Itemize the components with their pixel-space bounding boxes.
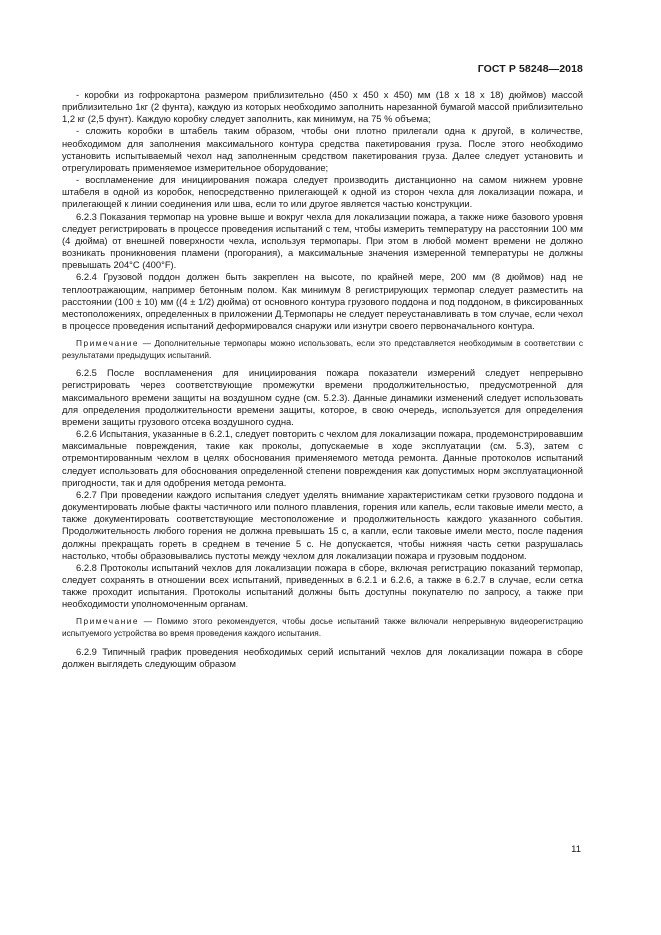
- page-number: 11: [571, 844, 581, 855]
- note-label: Примечание: [76, 616, 140, 627]
- note-text: — Дополнительные термопары можно использовать, если это представляется необходимым в соответствии с результатами предыдущих испытаний.: [62, 338, 583, 360]
- note: [62, 338, 583, 361]
- note: [62, 616, 583, 639]
- paragraph: - сложить коробки в штабель таким образом, чтобы они плотно прилегали одна к другой, в количестве, необходимом для заполнения максимального контура средства пакетирования груза. После этого необходимо установить испытываемый чехол над заполненным средством пакетирования груза. Далее следует установить и отрегулировать применяемое измерительное оборудование;: [62, 125, 583, 173]
- paragraph: - воспламенение для инициирования пожара следует производить дистанционно на самом нижнем уровне штабеля в одной из коробок, непосредственно прилегающей к одной из сторон чехла для локализации пожара, и прилегающей к линии соединения или шва, если то или другое является частью конструкции.: [62, 174, 583, 210]
- paragraph: 6.2.4 Грузовой поддон должен быть закреплен на высоте, по крайней мере, 200 мм (8 дюймов) над не теплоотражающим, например бетонным полом. Как минимум 8 регистрирующих термопар следует разместить на расстоянии (100 ± 10) мм ((4 ± 1/2) дюйма) от основного контура грузового поддона и под поддоном, в фиксированных местоположениях, определенных в приложении Д.Термопары не следует переустанавливать в том случае, если чехол в процессе проведения испытаний деформировался снаружи или изнутри своего первоначального контура.: [62, 271, 583, 331]
- paragraph: - коробки из гофрокартона размером приблизительно (450 x 450 x 450) мм (18 x 18 x 18) дюймов) массой приблизительно 1кг (2 фунта), каждую из которых необходимо заполнить нарезанной бумагой массой приблизительно 1,2 кг (2,5 фунт). Каждую коробку следует заполнить, как минимум, на 75 % объема;: [62, 89, 583, 125]
- paragraph: 6.2.7 При проведении каждого испытания следует уделять внимание характеристикам сетки грузового поддона и документировать любые факты частичного или полного плавления, горения или капель, если таковые имели место, а также документировать соответствующие местоположение и продолжительность каждого указанного события. Продолжительность любого горения не должна превышать 15 с, а капли, если таковые имели место, после падения должны прекращать гореть в среднем в течение 5 с. Не допускается, чтобы нижняя часть сетки разрушалась настолько, чтобы образовывались пустоты между чехлом для локализации пожара и грузовым поддоном.: [62, 488, 583, 561]
- paragraph: 6.2.6 Испытания, указанные в 6.2.1, следует повторить с чехлом для локализации пожара, продемонстрировавшим максимальные повреждения, такие как проколы, допускаемые в ходе эксплуатации (см. 5.3), затем с отремонтированным чехлом в целях обоснования применяемого метода ремонта. Данные протоколов испытаний следует использовать для обоснования определенной степени повреждения как допустимых норм эксплуатационной пригодности, так и для одобрения метода ремонта.: [62, 428, 583, 488]
- paragraph: 6.2.5 После воспламенения для инициирования пожара показатели измерений следует непрерывно регистрировать через соответствующие промежутки времени продолжительностью, предусмотренной для максимального времени защиты на воздушном судне (см. 5.2.3). Данные динамики изменений следует использовать для определения продолжительности времени защиты, которое, в свою очередь, используется для определения времени защиты грузового отсека воздушного судна.: [62, 367, 583, 427]
- paragraph: 6.2.3 Показания термопар на уровне выше и вокруг чехла для локализации пожара, а также ниже базового уровня следует регистрировать в процессе проведения испытаний с тем, чтобы измерить температуру на расстоянии 100 мм (4 дюйма) от внешней поверхности чехла, используя термопары. При этом в любой момент времени не должно возникать проникновения пламени (прогорания), а максимальные значения измеренной температуры не должны превышать 204°C (400°F).: [62, 210, 583, 271]
- body-text: [62, 89, 583, 670]
- paragraph: 6.2.8 Протоколы испытаний чехлов для локализации пожара в сборе, включая регистрацию показаний термопар, следует сохранять в отношении всех испытаний, приведенных в 6.2.1 и 6.2.6, а также в 6.2.7 в случае, если сетка также проходит испытания. Протоколы испытаний должны быть доступны покупателю по запросу, а также при необходимости уполномоченным органам.: [62, 561, 583, 610]
- paragraph: 6.2.9 Типичный график проведения необходимых серий испытаний чехлов для локализации пожара в сборе должен выглядеть следующим образом: [62, 645, 583, 669]
- document-code: ГОСТ Р 58248—2018: [477, 63, 583, 75]
- note-text: — Помимо этого рекомендуется, чтобы досье испытаний также включали непрерывную видеорегистрацию испытуемого устройства во время проведения каждого испытания.: [62, 616, 583, 639]
- note-label: Примечание: [76, 338, 140, 349]
